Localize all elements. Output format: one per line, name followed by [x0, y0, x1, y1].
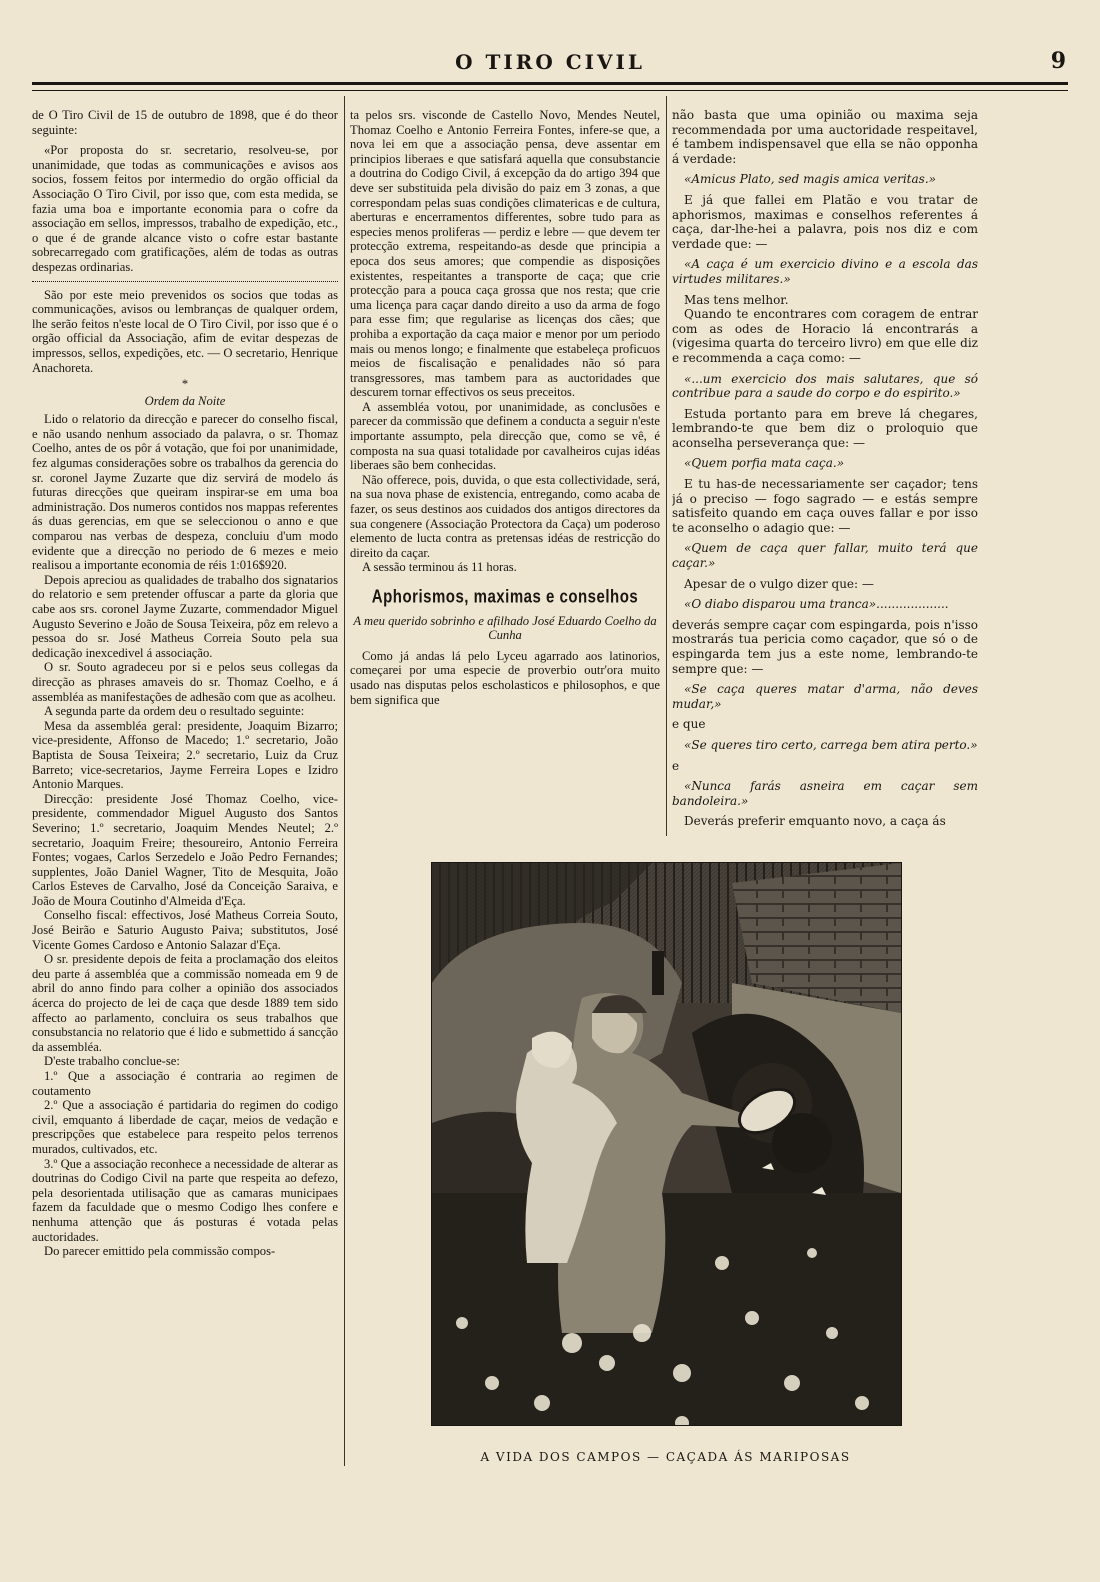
- quote: «Nunca farás asneira em caçar sem bandoleira.»: [672, 779, 978, 808]
- illustration-caption: A VIDA DOS CAMPOS — CAÇADA ÁS MARIPOSAS: [480, 1450, 851, 1464]
- dedication: A meu querido sobrinho e afilhado José Eduardo Coelho da Cunha: [353, 613, 657, 643]
- paragraph: E tu has-de necessariamente ser caçador; tens já o preciso — fogo sagrado — e estás sempre satisfeito quando em caça ouves fallar e por isso te aconselho o adagio que: —: [672, 477, 978, 535]
- paragraph: Conselho fiscal: effectivos, José Matheus Correia Souto, José Beirão e Saturio Augusto Paiva; substitutos, José Vicente Gomes Cardoso e Antonio Salazar d'Eça.: [32, 908, 338, 952]
- paragraph: Deverás preferir emquanto novo, a caça ás: [684, 814, 946, 829]
- engraving-drawing: [432, 863, 901, 1425]
- paragraph: A assembléa votou, por unanimidade, as conclusões e parecer da commissão que definem a conducta a seguir n'este importante assumpto, pela direcção que, como se vê, é composta na sua quasi totalidade por cavalheiros cujas idéas liberaes são bem conhecidas.: [350, 399, 660, 473]
- article-title: Aphorismos, maximas e conselhos: [371, 587, 639, 608]
- paragraph: A segunda parte da ordem deu o resultado seguinte:: [44, 704, 305, 719]
- paragraph: e: [672, 758, 680, 773]
- quote: «Quem porfia mata caça.»: [684, 456, 845, 471]
- quote: «Se queres tiro certo, carrega bem atira perto.»: [684, 737, 978, 752]
- quote: «Amicus Plato, sed magis amica veritas.»: [684, 172, 936, 187]
- paragraph: Depois apreciou as qualidades de trabalho dos signatarios do relatorio e sem pretender offuscar a parte da gloria que cabe aos srs. coronel Jayme Zuzarte, commendador Miguel Augusto Severino e João de Sousa Teixeira, pôz em relevo a pessoa do sr. José Matheus Correia Souto pela sua dedicação inexcedivel á associação.: [32, 572, 338, 660]
- paragraph: ta pelos srs. visconde de Castello Novo, Mendes Neutel, Thomaz Coelho e Antonio Ferreira Fontes, infere-se que, a nova lei em que a associação pensa, deve assentar em principios liberaes e que satisfará aquella que consubstancie a doutrina do Codigo Civil, á excepção da do artigo 394 que deve ser substituida pela divisão do paiz em 3 zonas, a que correspondam pelas suas condições climatericas e de cultura, aberturas e encerramentos differentes, sobre tudo para as especies menos proliferas — perdiz e lebre — que devem ter protecção extrema, respeitando-as desde que principia a epoca dos seus amores; que compendie as disposições existentes, respeitantes a transporte de caça; que crie protecção para a pouca caça grossa que nos resta; que crie uma licença para caçar dando direito a uso da arma de fogo para esse fim; que regularise as licenças dos cães; que prohiba a exportação da caça maior e menor por um periodo mais ou menos longo; e finalmente que estabeleça proficuos meios de fiscalisação e penalidades não só para transgressores, mas tambem para as auctoridades que descurem tornar effectivos os seus preceitos.: [350, 108, 660, 400]
- paragraph: São por este meio prevenidos os socios que todas as communicações, avisos ou lembranças de qualquer ordem, lhe serão feitos n'este local de O Tiro Civil, por isso que é o orgão official da Associação, afim de evitar despezas de impressos, sellos, expedições, etc. — O secretario, Henrique Anachoreta.: [32, 287, 338, 375]
- dotted-separator: [32, 281, 338, 282]
- paragraph: Apesar de o vulgo dizer que: —: [684, 576, 874, 591]
- running-head: [32, 50, 1068, 76]
- column-3: [672, 108, 978, 838]
- asterisk-separator: *: [181, 377, 189, 392]
- column-rule-1: [344, 96, 345, 1466]
- engraving-illustration: [431, 862, 902, 1426]
- column-1: [32, 108, 338, 1478]
- column-2: [350, 108, 660, 838]
- quote: «O diabo disparou uma tranca»...................: [684, 597, 949, 612]
- paragraph: Quando te encontrares com coragem de entrar com as odes de Horacio lá encontrarás a (vigesima quarta do terceiro livro) em que elle diz e recommenda a caça como: —: [672, 307, 978, 365]
- paragraph: e que: [672, 717, 706, 732]
- paragraph: D'este trabalho conclue-se:: [44, 1054, 180, 1069]
- paragraph: Estuda portanto para em breve lá chegares, lembrando-te que bem diz o proloquio que aconselha perseverança que: —: [672, 406, 978, 450]
- paragraph: Mas tens melhor.: [684, 292, 789, 307]
- quote: «A caça é um exercicio divino e a escola das virtudes militares.»: [672, 257, 978, 286]
- masthead-title: O TIRO CIVIL: [455, 50, 645, 74]
- paragraph: Não offerece, pois, duvida, o que esta collectividade, será, na sua nova phase de existencia, entregando, como acaba de fazer, os seus destinos aos cuidados dos antigos directores da sua congenere (Associação Protectora da Caça) um poderoso elemento de lucta contra as pretensas idéas de restricção do direito da caçar.: [350, 472, 660, 560]
- page-number: 9: [1050, 48, 1066, 74]
- paragraph: O sr. presidente depois de feita a proclamação dos eleitos deu parte á assembléa que a commissão nomeada em 9 de abril do anno findo para colher a opinião dos associados ácerca do projecto de lei de caça que desde 1889 tem sido affecto ao parlamento, concluira os seus trabalhos que consubstancia no relatorio que é lido e submettido á sancção da assembléa.: [32, 952, 338, 1054]
- paragraph: A sessão terminou ás 11 horas.: [362, 560, 517, 575]
- paragraph: 3.º Que a associação reconhece a necessidade de alterar as doutrinas do Codigo Civil na parte que respeita ao defezo, pela desorientada utilisação que as camaras municipaes fazem da faculdade que o mesmo Codigo lhes confere e nenhuma attenção que ás posturas é votada pelas auctoridades.: [32, 1156, 338, 1244]
- quoted-paragraph: «Por proposta do sr. secretario, resolveu-se, por unanimidade, que todas as communicações e avisos aos socios, fossem feitos por intermedio do orgão official da Associação O Tiro Civil, por isso que, com esta medida, se fazia uma boa e importante economia para o cofre da associação em sellos, impressos, trabalho de expedição, etc., o que é de grande alcance visto o cofre estar bastante sobrecarregado com gratificações, além de todas as outras despezas ordinarias.: [32, 143, 338, 274]
- paragraph: 2.º Que a associação é partidaria do regimen do codigo civil, emquanto á liberdade de caçar, meios de vedação e prescripções que estabelece para respeito pelos terrenos murados, cultivados, etc.: [32, 1098, 338, 1156]
- paragraph: E já que fallei em Platão e vou tratar de aphorismos, maximas e conselhos referentes á caça, dar-lhe-hei a palavra, pois nos diz e com verdade que: —: [672, 192, 978, 251]
- header-rule: [32, 82, 1068, 91]
- paragraph: 1.º Que a associação é contraria ao regimen de coutamento: [32, 1069, 338, 1098]
- paragraph: Direcção: presidente José Thomaz Coelho, vice-presidente, commendador Miguel Augusto dos Santos Severino; 1.º secretario, Joaquim Mendes Neutel; 2.º secretario, Joaquim Freire; thesoureiro, Antonio Ferreira Fontes; vogaes, Carlos Serzedelo e João Pedro Fernandes; supplentes, João Daniel Wagner, Tito de Mesquita, João Carlos Esteves de Carvalho, José da Conceição Saraiva, e João de Moura Coutinho d'Almeida d'Eça.: [32, 791, 338, 908]
- quote: «...um exercicio dos mais salutares, que só contribue para a saude do corpo e do espirito.»: [672, 371, 978, 401]
- paragraph: não basta que uma opinião ou maxima seja recommendada por uma auctoridade respeitavel, é tambem indispensavel que ella se não opponha á verdade:: [672, 108, 978, 166]
- paragraph: O sr. Souto agradeceu por si e pelos seus collegas da direcção as phrases amaveis do sr. Thomaz Coelho, e á assembléa as manifestações de adhesão com que as acolheu.: [32, 660, 338, 704]
- paragraph: Mesa da assembléa geral: presidente, Joaquim Bizarro; vice-presidente, Affonso de Macedo; 1.º secretario, João Baptista de Sousa Teixeira; 2.º secretario, Luiz da Cruz Barreto; vice-secretarios, Jayme Ferreira Lopes e Izidro Antonio Marques.: [32, 718, 338, 792]
- column-rule-2: [666, 96, 667, 836]
- paragraph: deverás sempre caçar com espingarda, pois n'isso mostrarás tua pericia como caçador, que só o de espingarda tem jus a este nome, lembrando-te sempre que: —: [672, 617, 978, 676]
- paragraph: Lido o relatorio da direcção e parecer do conselho fiscal, e não usando nenhum associado da palavra, o sr. Thomaz Coelho, antes de os pôr á votação, que foi por unanimidade, fez algumas considerações sobre os trabalhos da gerencia do sr. coronel Jayme Zuzarte que diz servirá de modelo ás futuras direcções que queiram inspirar-se em uma boa administração. Dos numeros contidos nos mappas referentes ás duas gerencias, em que se seleccionou o anno e que comparou nas verbas de despeza, concluiu d'um modo evidente que a direcção no periodo de 6 mezes e meio realisou a importante economia de réis 1:016$920.: [32, 412, 338, 573]
- quote: «Quem de caça quer fallar, muito terá que caçar.»: [672, 541, 978, 571]
- paragraph: de O Tiro Civil de 15 de outubro de 1898, que é do theor seguinte:: [32, 108, 338, 137]
- quote: «Se caça queres matar d'arma, não deves mudar,»: [672, 682, 978, 711]
- paragraph: Como já andas lá pelo Lyceu agarrado aos latinorios, começarei por uma especie de proverbio outr'ora muito usado nas disputas pelos escholasticos e philosophos, e que bem significa que: [350, 648, 660, 707]
- paragraph: Do parecer emittido pela commissão compos-: [44, 1244, 276, 1259]
- section-title: Ordem da Noite: [144, 393, 226, 408]
